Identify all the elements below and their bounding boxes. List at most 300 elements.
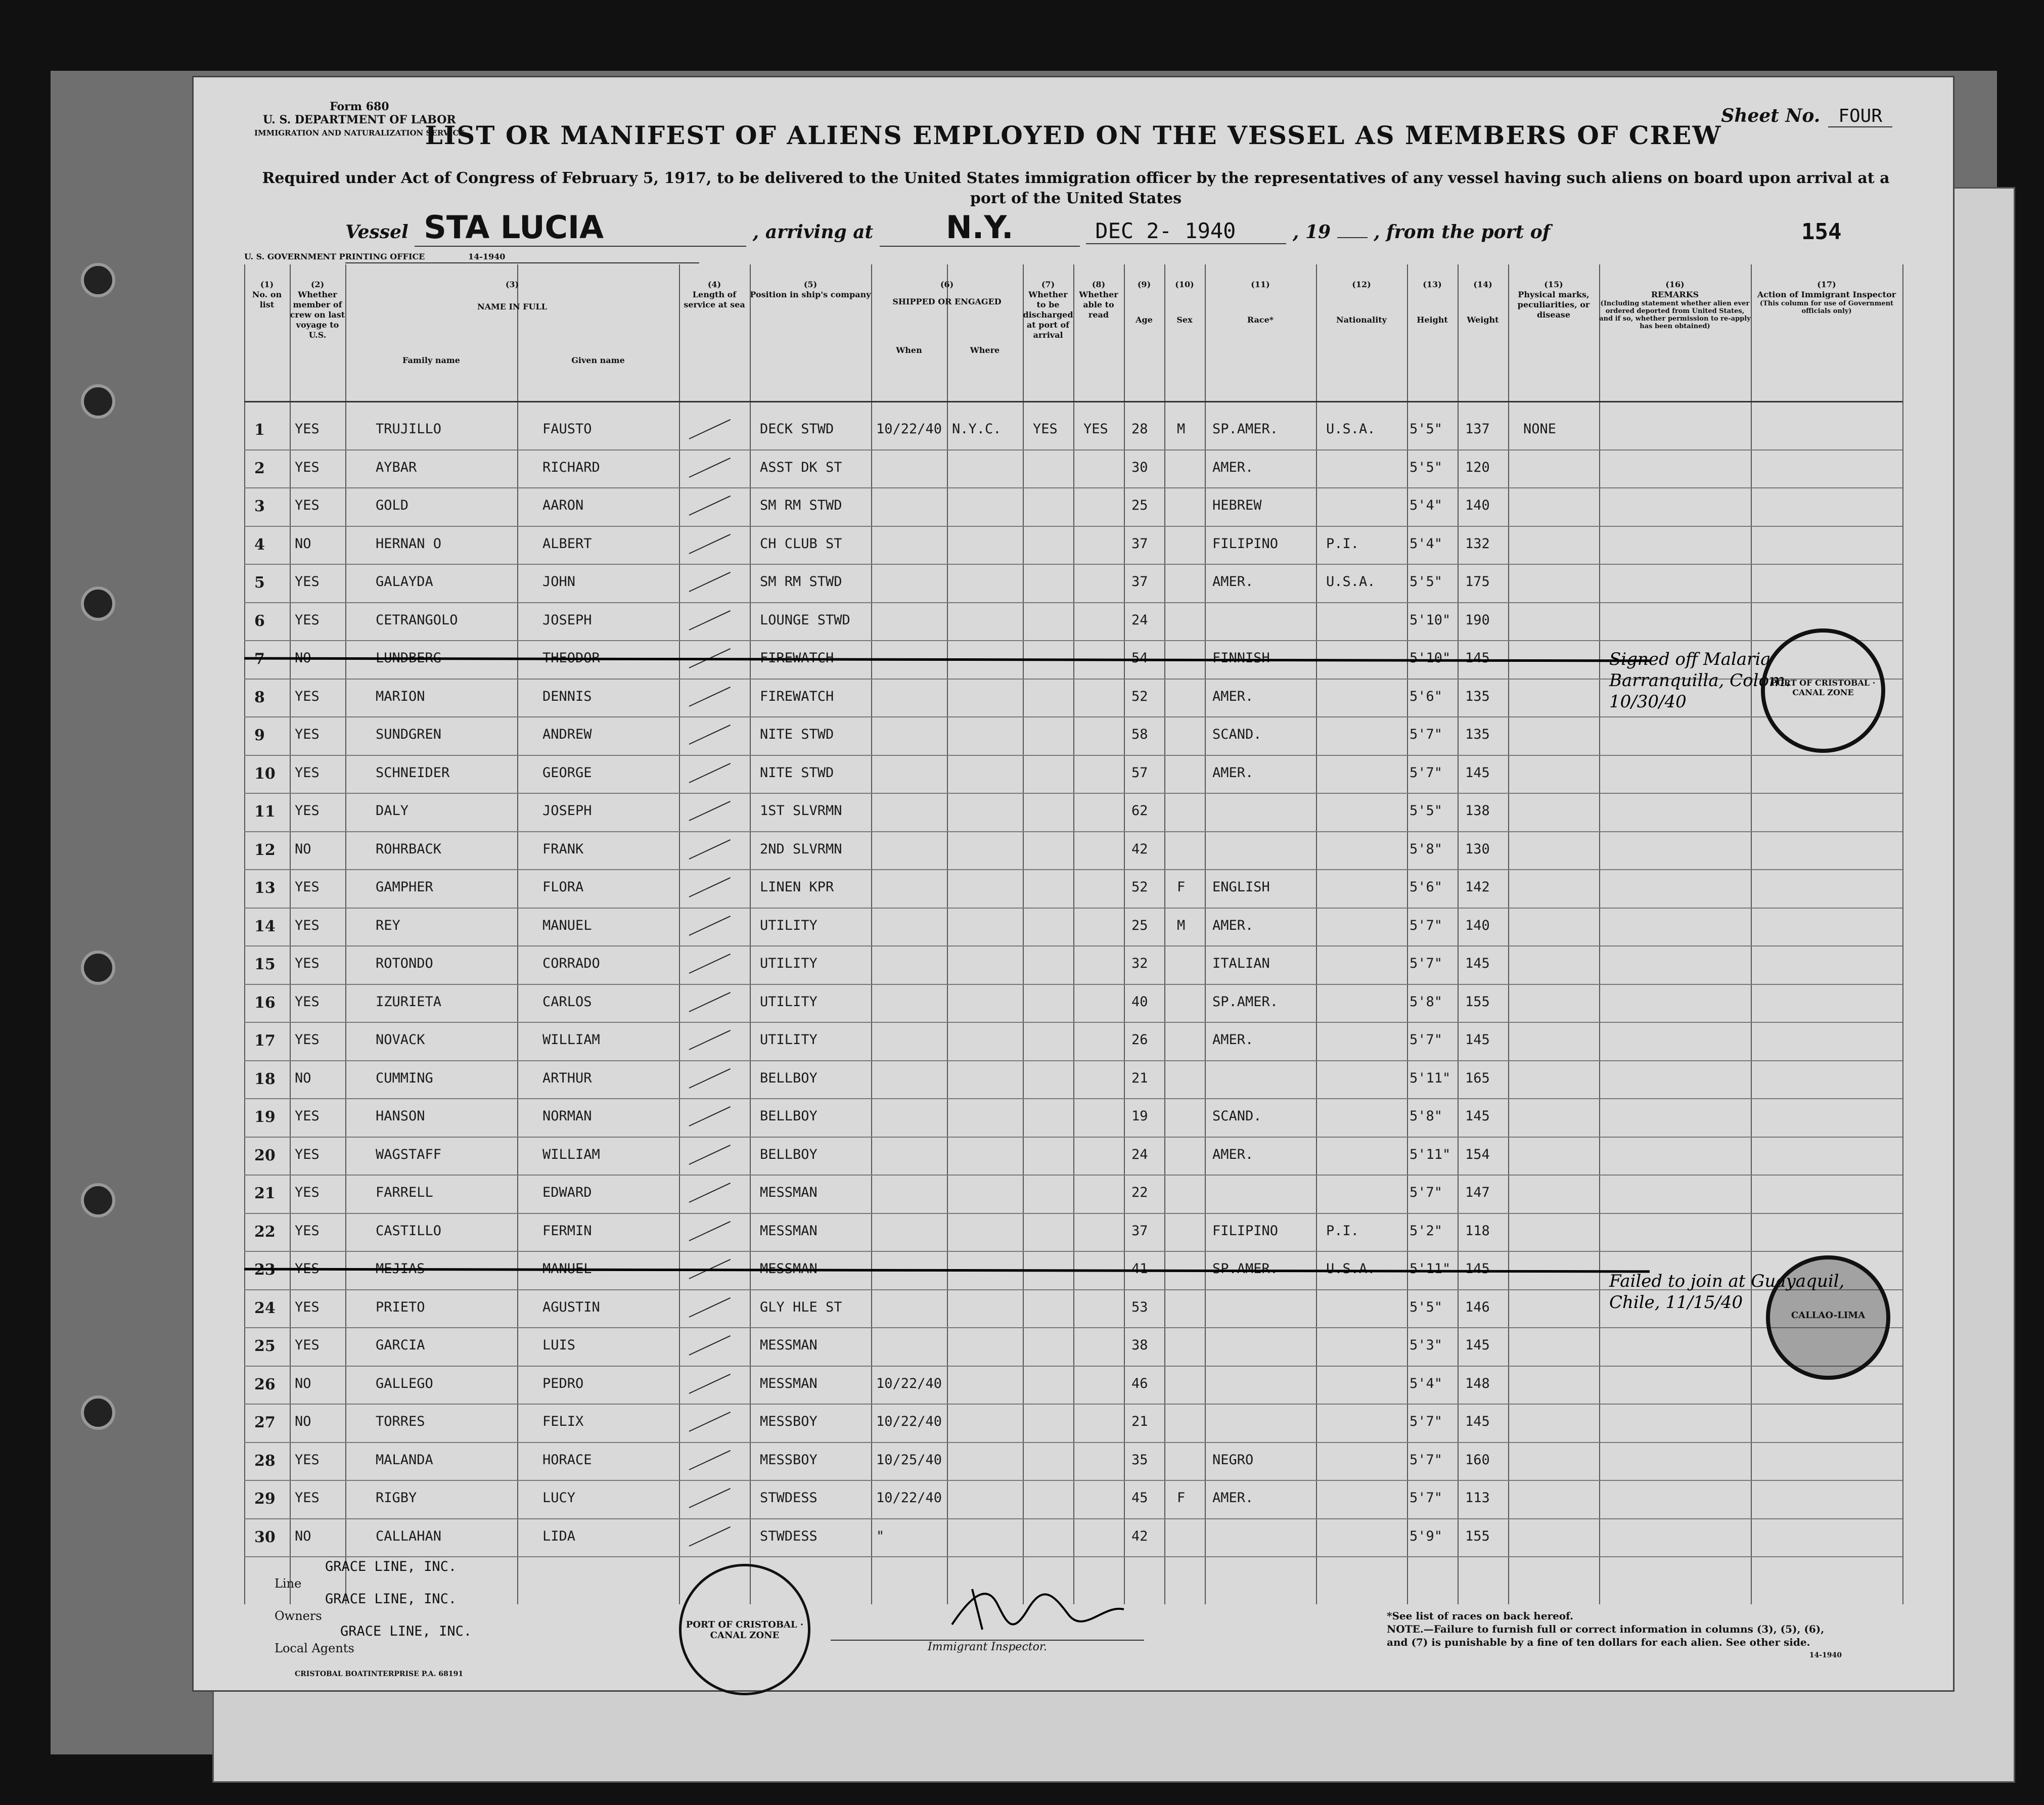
from-port-label: , from the port of: [1374, 221, 1551, 243]
age: 24: [1131, 612, 1148, 628]
family-name: DALY: [376, 803, 409, 819]
binder-hole: [81, 1395, 115, 1430]
service-mark: [689, 1183, 731, 1203]
position: MESSMAN: [760, 1375, 817, 1391]
arrival-date: DEC 2- 1940: [1086, 218, 1286, 244]
shipped-when: 10/22/40: [876, 1490, 942, 1506]
arriving-label: , arriving at: [752, 221, 874, 243]
row-number: 24: [254, 1299, 276, 1317]
weight: 145: [1465, 650, 1490, 666]
race: AMER.: [1212, 1032, 1254, 1048]
height: 5'5": [1410, 574, 1443, 590]
height: 5'7": [1410, 727, 1443, 742]
position: STWDESS: [760, 1490, 817, 1506]
table-row: [244, 984, 1902, 1022]
race: SP.AMER.: [1212, 421, 1279, 437]
prev-voyage: YES: [295, 727, 320, 742]
given-name: FRANK: [542, 841, 584, 857]
weight: 137: [1465, 421, 1490, 437]
height: 5'7": [1410, 917, 1443, 933]
given-name: AGUSTIN: [542, 1299, 600, 1315]
prev-voyage: NO: [295, 535, 311, 552]
given-name: WILLIAM: [542, 1146, 600, 1162]
height: 5'11": [1410, 1146, 1451, 1162]
service-mark: [689, 801, 731, 821]
height: 5'5": [1410, 459, 1443, 475]
row-number: 5: [254, 574, 265, 592]
col-header-sex: Sex: [1176, 315, 1193, 325]
row-number: 21: [254, 1185, 276, 1202]
given-name: LUIS: [542, 1337, 576, 1353]
age: 46: [1131, 1375, 1148, 1391]
table-row: [244, 831, 1902, 870]
shipped-when: 10/22/40: [876, 1414, 942, 1429]
position: BELLBOY: [760, 1108, 817, 1124]
row-number: 18: [254, 1070, 276, 1088]
stamp-text: CALLAO-LIMA: [1791, 1310, 1866, 1321]
family-name: LUNDBERG: [376, 650, 442, 666]
position: BELLBOY: [760, 1146, 817, 1162]
line-label: Line: [275, 1576, 302, 1591]
col-header-weight: Weight: [1467, 315, 1499, 325]
shipped-when: 10/22/40: [876, 421, 942, 437]
prev-voyage: YES: [295, 459, 320, 475]
table-row: [244, 1327, 1902, 1366]
year-label: , 19: [1292, 221, 1331, 243]
age: 58: [1131, 727, 1148, 742]
nationality: U.S.A.: [1326, 1261, 1376, 1277]
weight: 146: [1465, 1299, 1490, 1315]
note-races: *See list of races on back hereof.: [1387, 1610, 1574, 1622]
given-name: JOSEPH: [542, 803, 592, 819]
table-row: [244, 1480, 1902, 1518]
weight: 138: [1465, 803, 1490, 819]
row-number: 13: [254, 879, 276, 897]
row-number: 8: [254, 688, 265, 706]
age: 21: [1131, 1414, 1148, 1429]
family-name: ROTONDO: [376, 956, 433, 971]
service-mark: [689, 1030, 731, 1050]
row-number: 22: [254, 1223, 276, 1241]
print-office-text: U. S. GOVERNMENT PRINTING OFFICE: [244, 252, 425, 261]
position: CH CLUB ST: [760, 535, 842, 552]
position: 2ND SLVRMN: [760, 841, 842, 857]
weight: 147: [1465, 1185, 1490, 1200]
age: 42: [1131, 1528, 1148, 1544]
agents-value: GRACE LINE, INC.: [340, 1623, 472, 1639]
weight: 118: [1465, 1223, 1490, 1239]
weight: 190: [1465, 612, 1490, 628]
prev-voyage: YES: [295, 879, 320, 895]
family-name: HERNAN O: [376, 535, 442, 552]
page-subtitle: Required under Act of Congress of February 5, 1917, to be delivered to the United States immigration officer by the representatives of any vessel having such aliens on board upon arrival at a port of the United States: [262, 169, 1890, 207]
service-mark: [689, 610, 731, 630]
col-num: (15): [1544, 280, 1563, 289]
row-number: 17: [254, 1032, 276, 1050]
prev-voyage: YES: [295, 688, 320, 704]
cristobal-bottom-stamp: [679, 1564, 810, 1695]
service-mark: [689, 458, 731, 478]
col-num: (5): [803, 280, 817, 289]
col-num: (11): [1251, 280, 1270, 289]
position: UTILITY: [760, 1032, 817, 1048]
row-number: 28: [254, 1452, 276, 1470]
height: 5'4": [1410, 535, 1443, 552]
row-number: 6: [254, 612, 265, 630]
height: 5'6": [1410, 879, 1443, 895]
family-name: CUMMING: [376, 1070, 433, 1086]
family-name: CETRANGOLO: [376, 612, 458, 628]
weight: 155: [1465, 1528, 1490, 1544]
sheet-value: FOUR: [1828, 106, 1892, 127]
prev-voyage: YES: [295, 1032, 320, 1048]
position: MESSBOY: [760, 1452, 817, 1468]
vessel-name: STA LUCIA: [415, 209, 746, 247]
sex: M: [1177, 917, 1186, 933]
service-mark: [689, 1297, 731, 1318]
row-number: 2: [254, 459, 265, 477]
height: 5'7": [1410, 1414, 1443, 1429]
weight: 154: [1465, 1146, 1490, 1162]
age: 24: [1131, 1146, 1148, 1162]
shipped-when: 10/22/40: [876, 1375, 942, 1391]
position: SM RM STWD: [760, 498, 842, 513]
service: IMMIGRATION AND NATURALIZATION SERVICE: [254, 128, 465, 138]
family-name: MARION: [376, 688, 425, 704]
col-header-race: Race*: [1247, 315, 1274, 325]
col-header-shipped: SHIPPED OR ENGAGED: [892, 297, 1002, 306]
table-row: [244, 1442, 1902, 1480]
weight: 132: [1465, 535, 1490, 552]
position: ASST DK ST: [760, 459, 842, 475]
position: FIREWATCH: [760, 688, 834, 704]
age: 37: [1131, 574, 1148, 590]
family-name: TORRES: [376, 1414, 425, 1429]
given-name: EDWARD: [542, 1185, 592, 1200]
height: 5'7": [1410, 764, 1443, 781]
family-name: GALLEGO: [376, 1375, 433, 1391]
family-name: CASTILLO: [376, 1223, 442, 1239]
race: AMER.: [1212, 1146, 1254, 1162]
row-number: 10: [254, 764, 276, 783]
table-row: [244, 755, 1902, 793]
table-row: [244, 487, 1902, 526]
race: SCAND.: [1212, 727, 1262, 742]
age: 42: [1131, 841, 1148, 857]
service-mark: [689, 725, 731, 745]
shipped-when: 10/25/40: [876, 1452, 942, 1468]
service-mark: [689, 954, 731, 974]
page-stamp-number: 154: [1801, 219, 1842, 245]
position: UTILITY: [760, 917, 817, 933]
age: 37: [1131, 535, 1148, 552]
race: AMER.: [1212, 764, 1254, 781]
family-name: CALLAHAN: [376, 1528, 442, 1544]
weight: 145: [1465, 1032, 1490, 1048]
col-num: (6): [940, 280, 954, 289]
weight: 165: [1465, 1070, 1490, 1086]
service-mark: [689, 572, 731, 592]
position: MESSMAN: [760, 1185, 817, 1200]
nationality: U.S.A.: [1326, 421, 1376, 437]
service-mark: [689, 1335, 731, 1356]
race: AMER.: [1212, 459, 1254, 475]
weight: 145: [1465, 1337, 1490, 1353]
weight: 155: [1465, 994, 1490, 1010]
prev-voyage: YES: [295, 1299, 320, 1315]
row-number: 30: [254, 1528, 276, 1546]
able-to-read: YES: [1083, 421, 1108, 437]
position: DECK STWD: [760, 421, 834, 437]
line-value: GRACE LINE, INC.: [325, 1559, 457, 1574]
weight: 140: [1465, 917, 1490, 933]
table-row: [244, 564, 1902, 602]
height: 5'4": [1410, 498, 1443, 513]
age: 30: [1131, 459, 1148, 475]
service-mark: [689, 1412, 731, 1432]
col-num: (2): [310, 280, 325, 289]
family-name: RIGBY: [376, 1490, 417, 1506]
height: 5'10": [1410, 650, 1451, 666]
given-name: DENNIS: [542, 688, 592, 704]
height: 5'4": [1410, 1375, 1443, 1391]
age: 25: [1131, 917, 1148, 933]
col-num: (4): [707, 280, 721, 289]
table-row: [244, 1060, 1902, 1099]
height: 5'8": [1410, 994, 1443, 1010]
weight: 160: [1465, 1452, 1490, 1468]
height: 5'9": [1410, 1528, 1443, 1544]
weight: 145: [1465, 1261, 1490, 1277]
prev-voyage: YES: [295, 612, 320, 628]
given-name: FAUSTO: [542, 421, 592, 437]
weight: 113: [1465, 1490, 1490, 1506]
stamp-text: PORT OF CRISTOBAL · CANAL ZONE: [1770, 678, 1876, 697]
height: 5'5": [1410, 803, 1443, 819]
row-number: 29: [254, 1490, 276, 1508]
service-mark: [689, 1221, 731, 1241]
age: 25: [1131, 498, 1148, 513]
col-num: (16): [1665, 280, 1685, 289]
given-name: THEODOR: [542, 650, 600, 666]
race: AMER.: [1212, 688, 1254, 704]
nationality: P.I.: [1326, 535, 1359, 552]
row-number: 3: [254, 498, 265, 515]
row-number: 20: [254, 1146, 276, 1164]
col-num: (14): [1473, 280, 1492, 289]
sheet-label: Sheet No.: [1721, 105, 1821, 126]
col-header-given: Given name: [571, 355, 625, 365]
footer-notes: [1387, 1609, 1842, 1662]
vessel-line: [345, 209, 1862, 268]
age: 52: [1131, 879, 1148, 895]
col-num: (8): [1092, 280, 1106, 289]
prev-voyage: YES: [295, 764, 320, 781]
col-header-no: No. on list: [252, 290, 282, 309]
family-name: SUNDGREN: [376, 727, 442, 742]
race: SCAND.: [1212, 1108, 1262, 1124]
age: 40: [1131, 994, 1148, 1010]
age: 37: [1131, 1223, 1148, 1239]
col-num: (3): [505, 280, 519, 289]
row-number: 12: [254, 841, 276, 859]
prev-voyage: YES: [295, 1185, 320, 1200]
given-name: LUCY: [542, 1490, 576, 1506]
row-number: 16: [254, 994, 276, 1012]
weight: 130: [1465, 841, 1490, 857]
given-name: ANDREW: [542, 727, 592, 742]
height: 5'5": [1410, 421, 1443, 437]
vessel-label: Vessel: [345, 221, 408, 243]
age: 52: [1131, 688, 1148, 704]
prev-voyage: NO: [295, 1375, 311, 1391]
position: BELLBOY: [760, 1070, 817, 1086]
height: 5'2": [1410, 1223, 1443, 1239]
row-number: 19: [254, 1108, 276, 1126]
prev-voyage: YES: [295, 803, 320, 819]
table-row: [244, 1175, 1902, 1213]
position: MESSMAN: [760, 1223, 817, 1239]
crew-table: [244, 264, 1902, 1604]
age: 28: [1131, 421, 1148, 437]
service-mark: [689, 839, 731, 860]
agents-label: Local Agents: [275, 1641, 354, 1655]
form-number: Form 680: [330, 100, 389, 113]
table-row: [244, 1098, 1902, 1137]
prev-voyage: YES: [295, 574, 320, 590]
weight: 142: [1465, 879, 1490, 895]
family-name: SCHNEIDER: [376, 764, 450, 781]
race: AMER.: [1212, 574, 1254, 590]
table-row: [244, 945, 1902, 984]
position: NITE STWD: [760, 727, 834, 742]
position: MESSMAN: [760, 1261, 817, 1277]
prev-voyage: NO: [295, 841, 311, 857]
family-name: GAMPHER: [376, 879, 433, 895]
weight: 175: [1465, 574, 1490, 590]
table-row: [244, 1022, 1902, 1060]
row-number: 1: [254, 421, 265, 439]
family-name: IZURIETA: [376, 994, 442, 1010]
age: 62: [1131, 803, 1148, 819]
print-office: [244, 252, 505, 261]
table-row: [244, 869, 1902, 908]
inspector-label: Immigrant Inspector.: [831, 1640, 1144, 1653]
prev-voyage: YES: [295, 1146, 320, 1162]
given-name: LIDA: [542, 1528, 576, 1544]
position: 1ST SLVRMN: [760, 803, 842, 819]
weight: 148: [1465, 1375, 1490, 1391]
age: 54: [1131, 650, 1148, 666]
family-name: HANSON: [376, 1108, 425, 1124]
height: 5'6": [1410, 688, 1443, 704]
table-row: [244, 793, 1902, 831]
race: ITALIAN: [1212, 956, 1270, 971]
col-header-action: Action of Immigrant Inspector: [1757, 290, 1896, 299]
table-row: [244, 716, 1902, 755]
binder-hole: [81, 586, 115, 621]
age: 53: [1131, 1299, 1148, 1315]
given-name: NORMAN: [542, 1108, 592, 1124]
family-name: TRUJILLO: [376, 421, 442, 437]
service-mark: [689, 1374, 731, 1394]
binder-hole: [81, 1183, 115, 1217]
family-name: PRIETO: [376, 1299, 425, 1315]
given-name: GEORGE: [542, 764, 592, 781]
service-mark: [689, 495, 731, 516]
family-name: GARCIA: [376, 1337, 425, 1353]
age: 38: [1131, 1337, 1148, 1353]
table-row: [244, 449, 1902, 488]
service-mark: [689, 534, 731, 554]
nationality: U.S.A.: [1326, 574, 1376, 590]
table-row: [244, 1137, 1902, 1175]
service-mark: [689, 1450, 731, 1470]
service-mark: [689, 1145, 731, 1165]
table-row: [244, 1404, 1902, 1442]
row-number: 11: [254, 803, 276, 821]
age: 26: [1131, 1032, 1148, 1048]
family-name: GALAYDA: [376, 574, 433, 590]
prev-voyage: YES: [295, 1337, 320, 1353]
col-header-position: Position in ship's company: [750, 290, 871, 299]
height: 5'3": [1410, 1337, 1443, 1353]
sex: M: [1177, 421, 1186, 437]
prev-voyage: YES: [295, 1490, 320, 1506]
col-header-where: Where: [970, 345, 1000, 355]
prev-voyage: YES: [295, 956, 320, 971]
nationality: P.I.: [1326, 1223, 1359, 1239]
race: AMER.: [1212, 917, 1254, 933]
weight: 140: [1465, 498, 1490, 513]
position: MESSBOY: [760, 1414, 817, 1429]
given-name: CARLOS: [542, 994, 592, 1010]
height: 5'8": [1410, 1108, 1443, 1124]
inspector-signature: [942, 1574, 1134, 1640]
service-mark: [689, 992, 731, 1012]
table-row: [244, 908, 1902, 946]
remark-row-7: Signed off Malaria Barranquilla, Colom. 10/30/40: [1609, 649, 1791, 712]
row-number: 25: [254, 1337, 276, 1355]
given-name: WILLIAM: [542, 1032, 600, 1048]
race: SP.AMER.: [1212, 994, 1279, 1010]
col-num: (12): [1352, 280, 1371, 289]
col-header-height: Height: [1417, 315, 1448, 325]
prev-voyage: YES: [295, 421, 320, 437]
prev-voyage: YES: [295, 994, 320, 1010]
col-header-family: Family name: [402, 355, 460, 365]
stamp-text: PORT OF CRISTOBAL · CANAL ZONE: [686, 1619, 804, 1641]
col-header-marks: Physical marks, peculiarities, or disease: [1517, 290, 1590, 320]
table-row: [244, 1213, 1902, 1251]
height: 5'5": [1410, 1299, 1443, 1315]
callao-stamp: [1766, 1255, 1890, 1380]
age: 57: [1131, 764, 1148, 781]
given-name: PEDRO: [542, 1375, 584, 1391]
position: FIREWATCH: [760, 650, 834, 666]
row-number: 4: [254, 535, 265, 554]
remark-row-23: Failed to join at Guayaquil, Chile, 11/15/40: [1609, 1271, 1845, 1313]
age: 41: [1131, 1261, 1148, 1277]
height: 5'7": [1410, 1185, 1443, 1200]
col-header-remarks-note: (Including statement whether alien ever ordered deported from United States, and if so, whether permission to re-apply has been obtained): [1599, 300, 1751, 330]
prev-voyage: YES: [295, 1452, 320, 1468]
prev-voyage: NO: [295, 1528, 311, 1544]
service-mark: [689, 1068, 731, 1089]
age: 22: [1131, 1185, 1148, 1200]
race: FINNISH: [1212, 650, 1270, 666]
position: GLY HLE ST: [760, 1299, 842, 1315]
